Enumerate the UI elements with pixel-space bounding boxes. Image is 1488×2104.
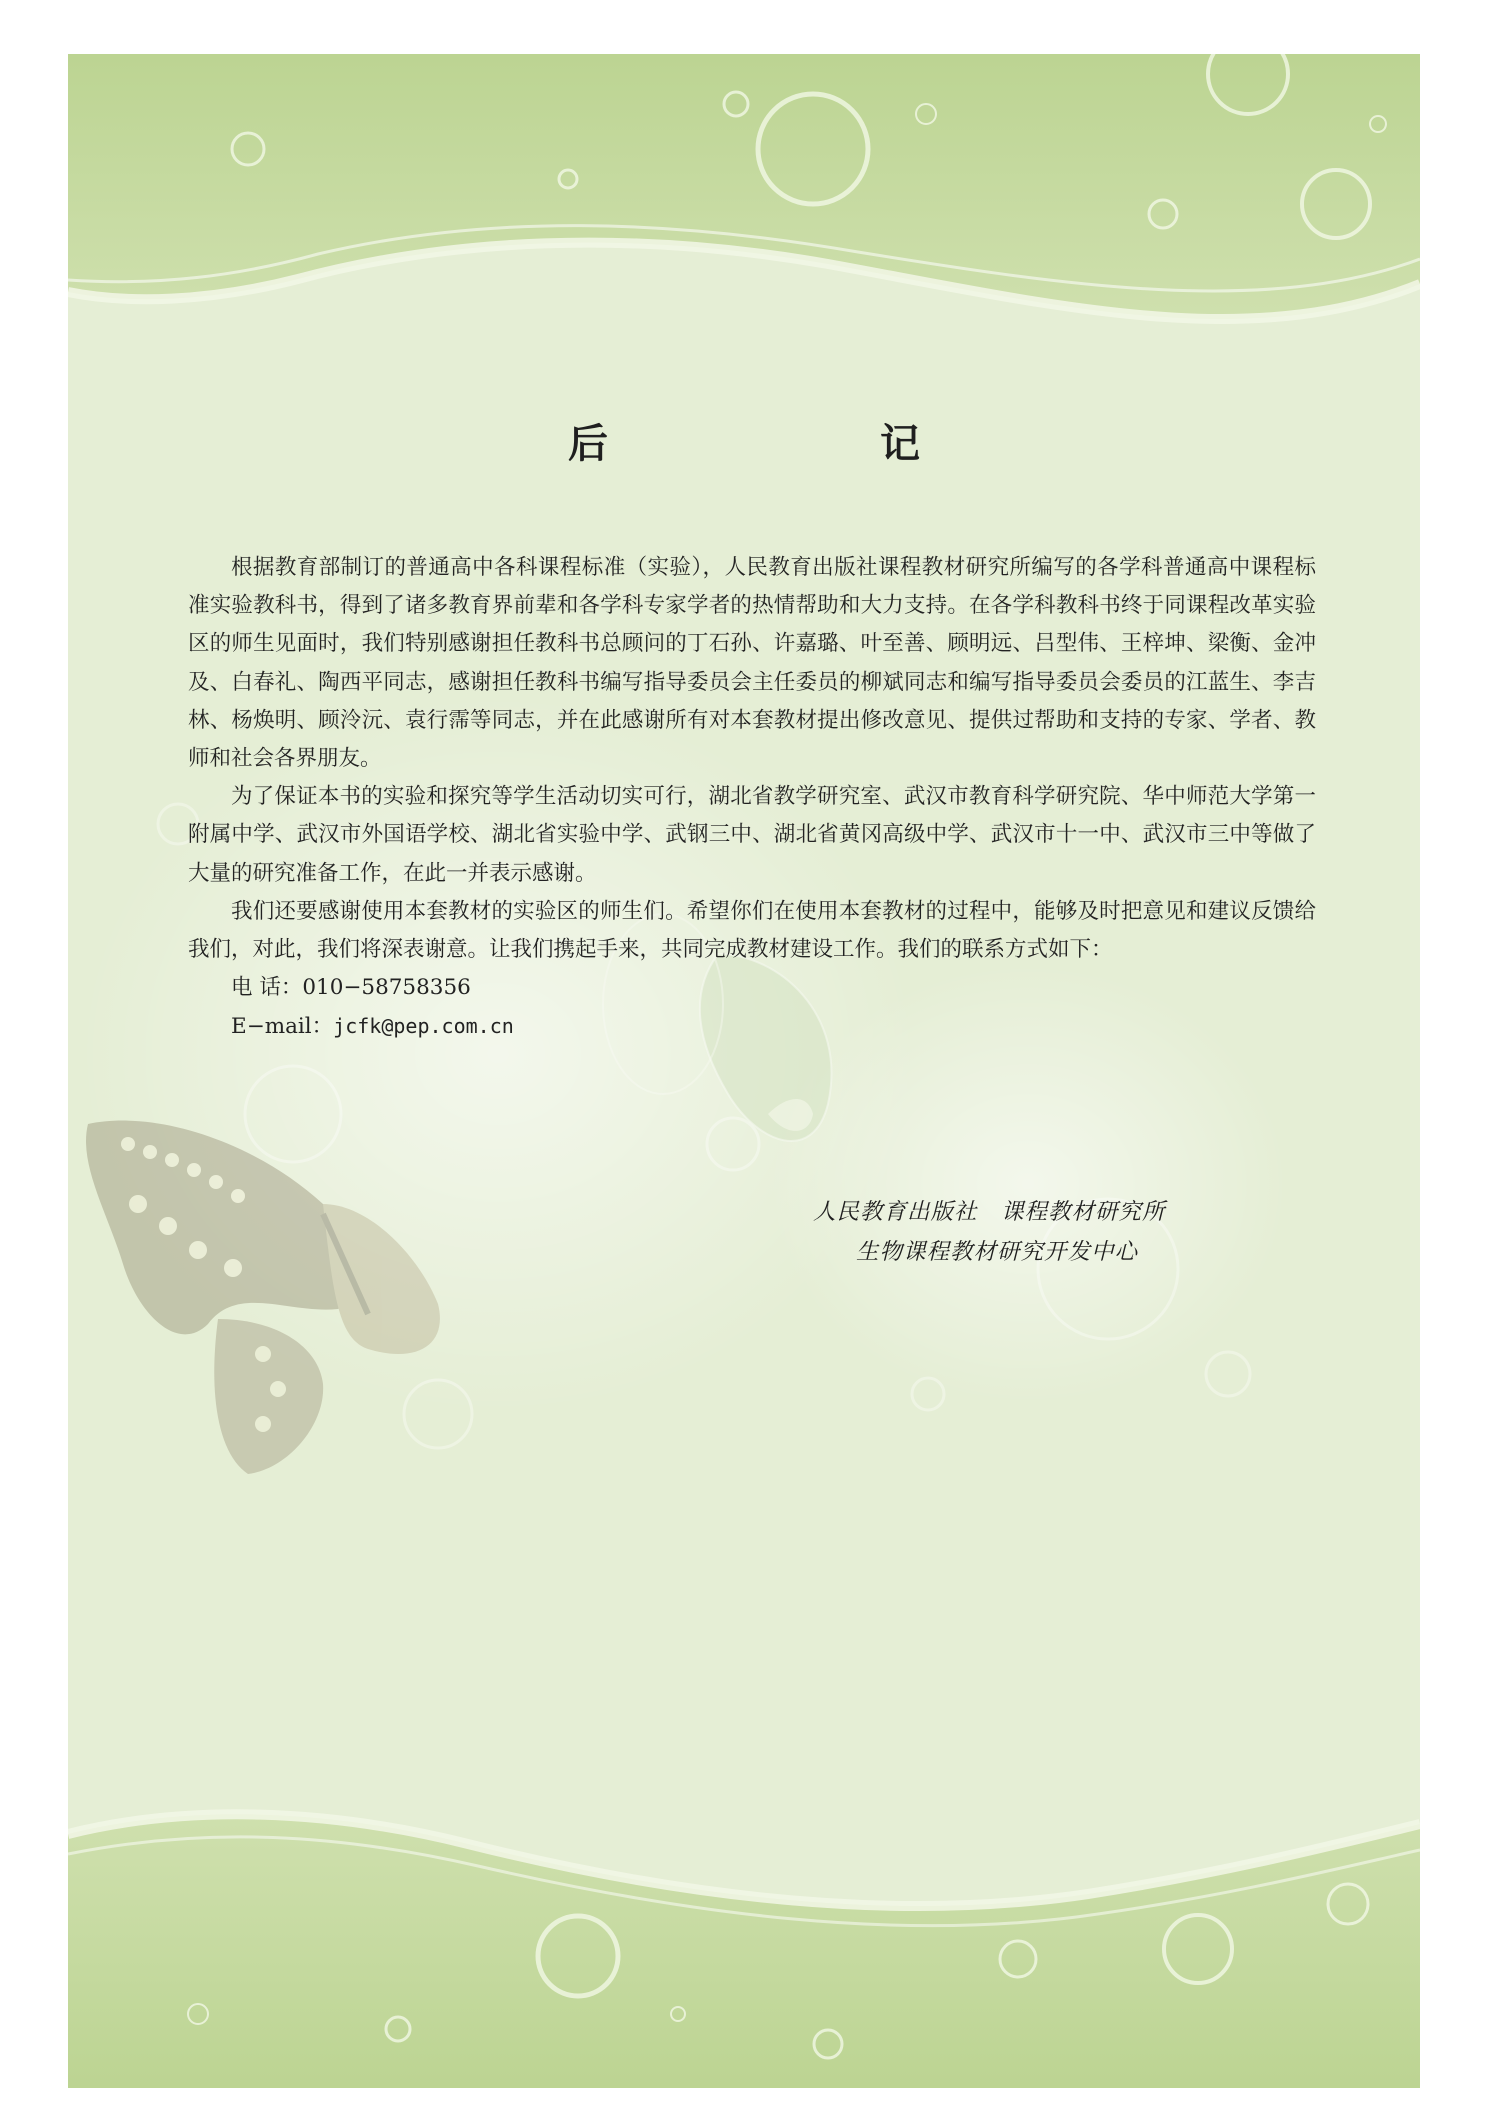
contact-phone-label: 电 话： xyxy=(231,975,303,1001)
paragraph-acknowledgements: 根据教育部制订的普通高中各科课程标准（实验），人民教育出版社课程教材研究所编写的各学科普通高中课程标准实验教科书，得到了诸多教育界前辈和各学科专家学者的热情帮助和大力支持。在各学科教科书终于同课程改革实验区的师生见面时，我们特别感谢担任教科书总顾问的丁石孙、许嘉璐、叶至善、顾明远、吕型伟、王梓坤、梁衡、金冲及、白春礼、陶西平同志，感谢担任教科书编写指导委员会主任委员的柳斌同志和编写指导委员会委员的江蓝生、李吉林、杨焕明、顾泠沅、袁行霈等同志，并在此感谢所有对本套教材提出修改意见、提供过帮助和支持的专家、学者、教师和社会各界朋友。 xyxy=(188,555,1316,772)
signature-block xyxy=(813,1192,1293,1272)
body-text xyxy=(188,549,1316,1047)
document-page xyxy=(68,54,1420,2088)
signature-center: 生物课程教材研究开发中心 xyxy=(856,1239,1139,1265)
contact-phone-line xyxy=(188,969,1316,1007)
signature-publisher: 人民教育出版社 课程教材研究所 xyxy=(813,1199,1166,1225)
page-background xyxy=(68,54,1420,2088)
paragraph-feedback-request: 我们还要感谢使用本套教材的实验区的师生们。希望你们在使用本套教材的过程中，能够及时把意见和建议反馈给我们，对此，我们将深表谢意。让我们携起手来，共同完成教材建设工作。我们的联系方式如下： xyxy=(188,898,1316,963)
contact-email[interactable]: jcfk@pep.com.cn xyxy=(333,1014,514,1039)
page-title: 后 记 xyxy=(568,420,984,467)
paragraph-research-support: 为了保证本书的实验和探究等学生活动切实可行，湖北省教学研究室、武汉市教育科学研究院、华中师范大学第一附属中学、武汉市外国语学校、湖北省实验中学、武钢三中、湖北省黄冈高级中学、武汉市十一中、武汉市三中等做了大量的研究准备工作，在此一并表示感谢。 xyxy=(188,784,1316,886)
contact-email-label: E−mail： xyxy=(231,1014,334,1040)
contact-phone: 010−58758356 xyxy=(302,975,471,1001)
contact-email-line xyxy=(188,1007,1316,1046)
